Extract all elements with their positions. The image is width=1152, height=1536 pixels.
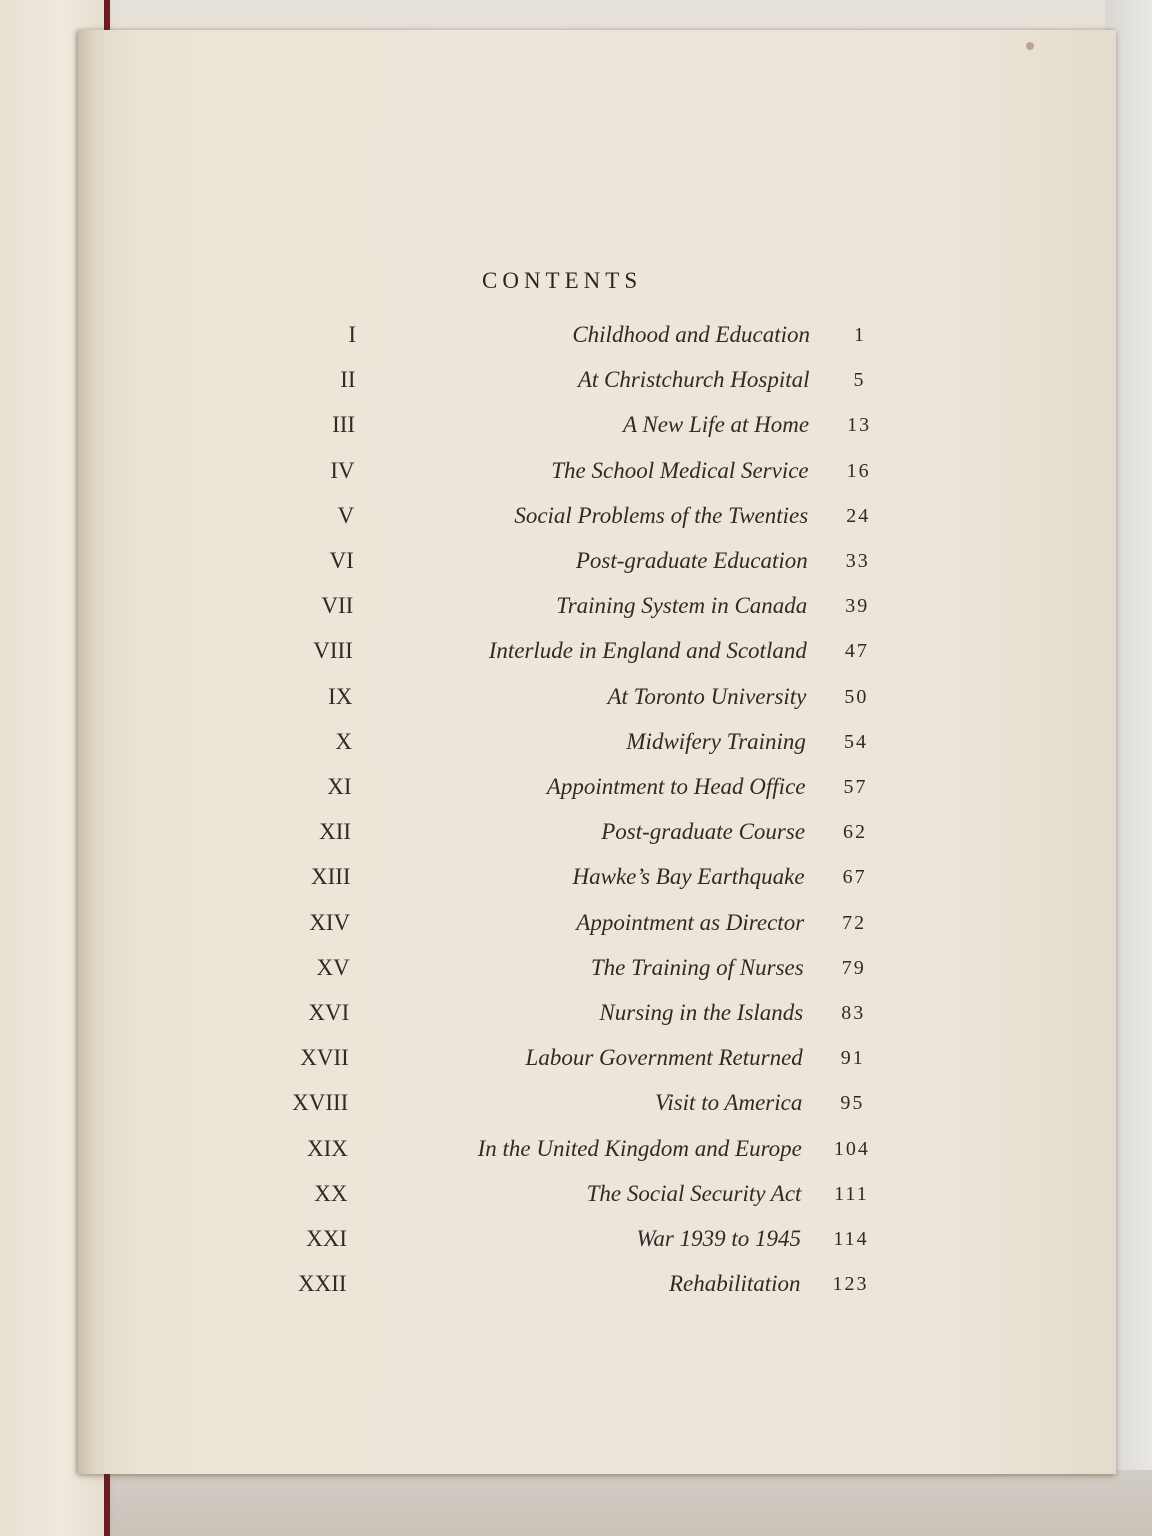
chapter-title: The School Medical Service (551, 457, 809, 483)
contents-entry (284, 910, 904, 940)
chapter-number: XIV (309, 909, 351, 935)
chapter-title: Social Problems of the Twenties (514, 502, 809, 528)
contents-entry (289, 412, 909, 442)
contents-entry (281, 1226, 901, 1256)
contents-entry (282, 1136, 902, 1166)
page-number: 111 (834, 1182, 869, 1205)
contents-entry (290, 367, 910, 397)
chapter-title: Appointment to Head Office (546, 774, 806, 799)
chapter-title: A New Life at Home (622, 412, 810, 438)
page-number: 72 (842, 911, 867, 934)
chapter-number: XIII (311, 864, 351, 890)
page-number: 1 (854, 324, 866, 346)
page-number: 24 (846, 504, 871, 527)
contents-entry (281, 1181, 901, 1211)
page-number: 39 (845, 595, 870, 618)
page-number: 123 (832, 1273, 869, 1296)
chapter-title: Post-graduate Education (575, 548, 808, 573)
contents-entry (285, 864, 905, 894)
page-number: 54 (843, 730, 868, 753)
chapter-number: X (335, 728, 352, 754)
contents-entry (286, 729, 906, 759)
page-number: 79 (841, 956, 866, 979)
chapter-number: VI (329, 548, 354, 573)
page-number: 95 (840, 1092, 865, 1115)
contents-entry (290, 322, 910, 352)
chapter-title: Childhood and Education (572, 322, 810, 347)
page-number: 104 (833, 1137, 870, 1160)
chapter-number: I (348, 322, 356, 347)
chapter-title: Labour Government Returned (525, 1045, 803, 1071)
chapter-number: XVIII (292, 1090, 349, 1116)
chapter-title: Hawke’s Bay Earthquake (572, 864, 805, 890)
contents-entry (286, 684, 906, 714)
chapter-number: VIII (313, 638, 353, 664)
page-number: 62 (843, 821, 868, 844)
contents-entry (281, 1271, 901, 1301)
chapter-number: V (337, 502, 355, 528)
chapter-title: Post-graduate Course (601, 819, 806, 845)
chapter-title: Midwifery Training (626, 728, 806, 754)
contents-entry (283, 1045, 903, 1075)
page-number: 91 (840, 1047, 865, 1070)
page-number: 50 (844, 685, 869, 708)
page-number: 13 (847, 414, 872, 437)
contents-entry (287, 593, 907, 623)
chapter-title: Visit to America (654, 1090, 803, 1116)
chapter-number: IV (330, 457, 355, 483)
chapter-number: XVI (308, 1000, 350, 1025)
page-number: 114 (833, 1228, 869, 1250)
page-number: 5 (853, 369, 866, 392)
chapter-number: XV (316, 954, 350, 980)
chapter-title: Training System in Canada (556, 593, 808, 619)
contents-entry (285, 819, 905, 849)
chapter-title: The Training of Nurses (590, 954, 804, 980)
page-number: 57 (843, 776, 868, 798)
chapter-number: XXII (298, 1271, 347, 1297)
contents-heading: CONTENTS (482, 268, 643, 293)
chapter-title: Interlude in England and Scotland (488, 638, 807, 664)
contents-entry (283, 1000, 903, 1030)
contents-entry (284, 955, 904, 985)
chapter-number: IX (328, 683, 353, 709)
chapter-number: XXI (306, 1226, 347, 1251)
chapter-title: At Christchurch Hospital (577, 367, 810, 393)
chapter-title: In the United Kingdom and Europe (477, 1135, 802, 1161)
contents-entry (289, 458, 909, 488)
contents-entry (288, 503, 908, 533)
contents-entry (286, 774, 906, 804)
chapter-title: At Toronto University (607, 683, 807, 709)
chapter-title: The Social Security Act (586, 1180, 802, 1206)
chapter-title: War 1939 to 1945 (636, 1226, 801, 1251)
contents-entry (287, 638, 907, 668)
chapter-number: XIX (307, 1135, 348, 1161)
page-number: 67 (842, 866, 867, 889)
chapter-number: XII (319, 819, 352, 845)
chapter-number: XVII (300, 1045, 349, 1071)
chapter-number: II (340, 367, 356, 393)
contents-entry (282, 1090, 902, 1120)
page-number: 83 (841, 1002, 866, 1024)
contents-entry (288, 548, 908, 578)
chapter-number: III (332, 412, 356, 438)
chapter-title: Appointment as Director (576, 909, 805, 935)
chapter-title: Rehabilitation (668, 1271, 801, 1297)
chapter-title: Nursing in the Islands (599, 1000, 804, 1025)
page-number: 47 (844, 640, 869, 663)
chapter-number: VII (321, 593, 354, 619)
chapter-number: XI (327, 774, 352, 799)
chapter-number: XX (314, 1180, 348, 1206)
page-number: 16 (846, 459, 871, 482)
page-number: 33 (845, 550, 870, 572)
